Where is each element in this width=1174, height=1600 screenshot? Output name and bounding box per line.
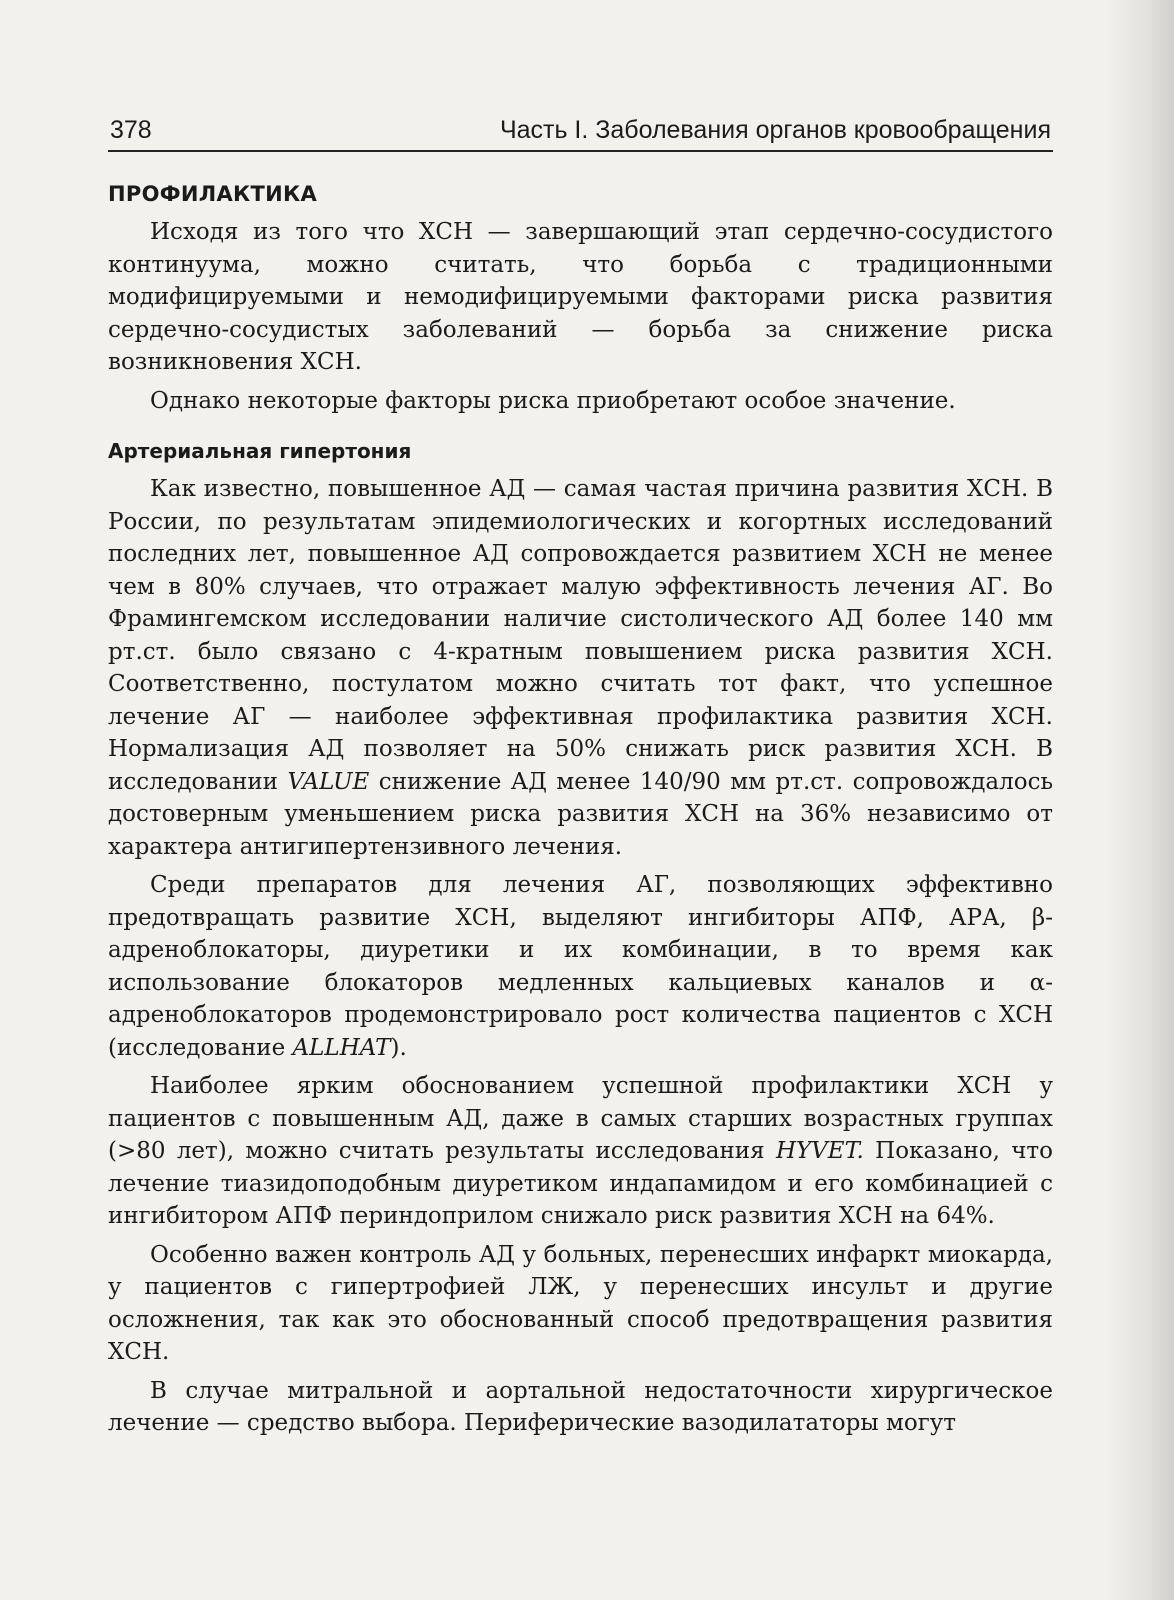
body-paragraph: Однако некоторые факторы риска приобретают особое значение. — [150, 387, 956, 414]
paragraph-text: снижение АД менее 140/90 мм рт.ст. сопровождалось достоверным уменьшением риска развития ХСН на 36% независимо от характера антигипертензивного лечения. — [108, 768, 1053, 860]
running-header — [108, 110, 1053, 152]
page-edge-shadow — [1104, 0, 1174, 1600]
chapter-title: Часть I. Заболевания органов кровообращения — [499, 116, 1051, 144]
paragraph-text: Показано, что лечение тиазидоподобным диуретиком индапамидом и его комбинацией с ингибитором АПФ периндоприлом снижало риск развития ХСН на 64%. — [108, 1138, 1053, 1229]
study-name: VALUE — [287, 768, 370, 795]
body-paragraph — [108, 869, 1053, 1064]
section-heading: ПРОФИЛАКТИКА — [108, 182, 317, 206]
paragraph-text: Среди препаратов для лечения АГ, позволяющих эффективно предотвращать развитие ХСН, выделяют ингибиторы АПФ, АРА, β-адреноблокаторы, диуретики и их комбинации, в то время как использование блокаторов медленных кальциевых каналов и α-адреноблокаторов продемонстрировало рост количества пациентов с ХСН (исследование — [108, 872, 1053, 1061]
subsection-heading: Артериальная гипертония — [108, 439, 412, 463]
body-paragraph: В случае митральной и аортальной недостаточности хирургическое лечение — средство выбора. Периферические вазодилататоры могут — [108, 1377, 1053, 1436]
study-name: HYVET. — [775, 1138, 864, 1164]
body-paragraph — [108, 1070, 1053, 1233]
paragraph-text: Наиболее ярким обоснованием успешной профилактики ХСН у пациентов с повышенным АД, даже в самых старших возрастных группах (>80 лет), можно считать результаты исследования — [108, 1073, 1053, 1164]
paragraph-text: ). — [390, 1034, 407, 1061]
book-page — [108, 110, 1053, 1446]
paragraph-text: Как известно, повышенное АД — самая частая причина развития ХСН. В России, по результатам эпидемиологических и когортных исследований последних лет, повышенное АД сопровождается развитием ХСН не менее чем в 80% случаев, что отражает малую эффективность лечения АГ. Во Фрамингемском исследовании наличие систолического АД более 140 мм рт.ст. было связано с 4-кратным повышением риска развития ХСН. Соответственно, постулатом можно считать тот факт, что успешное лечение АГ — наиболее эффективная профилактика развития ХСН. Нормализация АД позволяет на 50% снижать риск развития ХСН. В исследовании — [108, 476, 1053, 795]
page-number: 378 — [110, 116, 152, 144]
study-name: ALLHAT — [292, 1034, 391, 1061]
body-paragraph — [108, 473, 1053, 863]
body-paragraph: Исходя из того что ХСН — завершающий этап сердечно-сосудистого континуума, можно считать, что борьба с традиционными модифицируемыми и немодифицируемыми факторами риска развития сердечно-сосудистых заболеваний — борьба за снижение риска возникновения ХСН. — [108, 219, 1053, 375]
body-paragraph: Особенно важен контроль АД у больных, перенесших инфаркт миокарда, у пациентов с гипертрофией ЛЖ, у перенесших инсульт и другие осложнения, так как это обоснованный способ предотвращения развития ХСН. — [108, 1241, 1053, 1365]
